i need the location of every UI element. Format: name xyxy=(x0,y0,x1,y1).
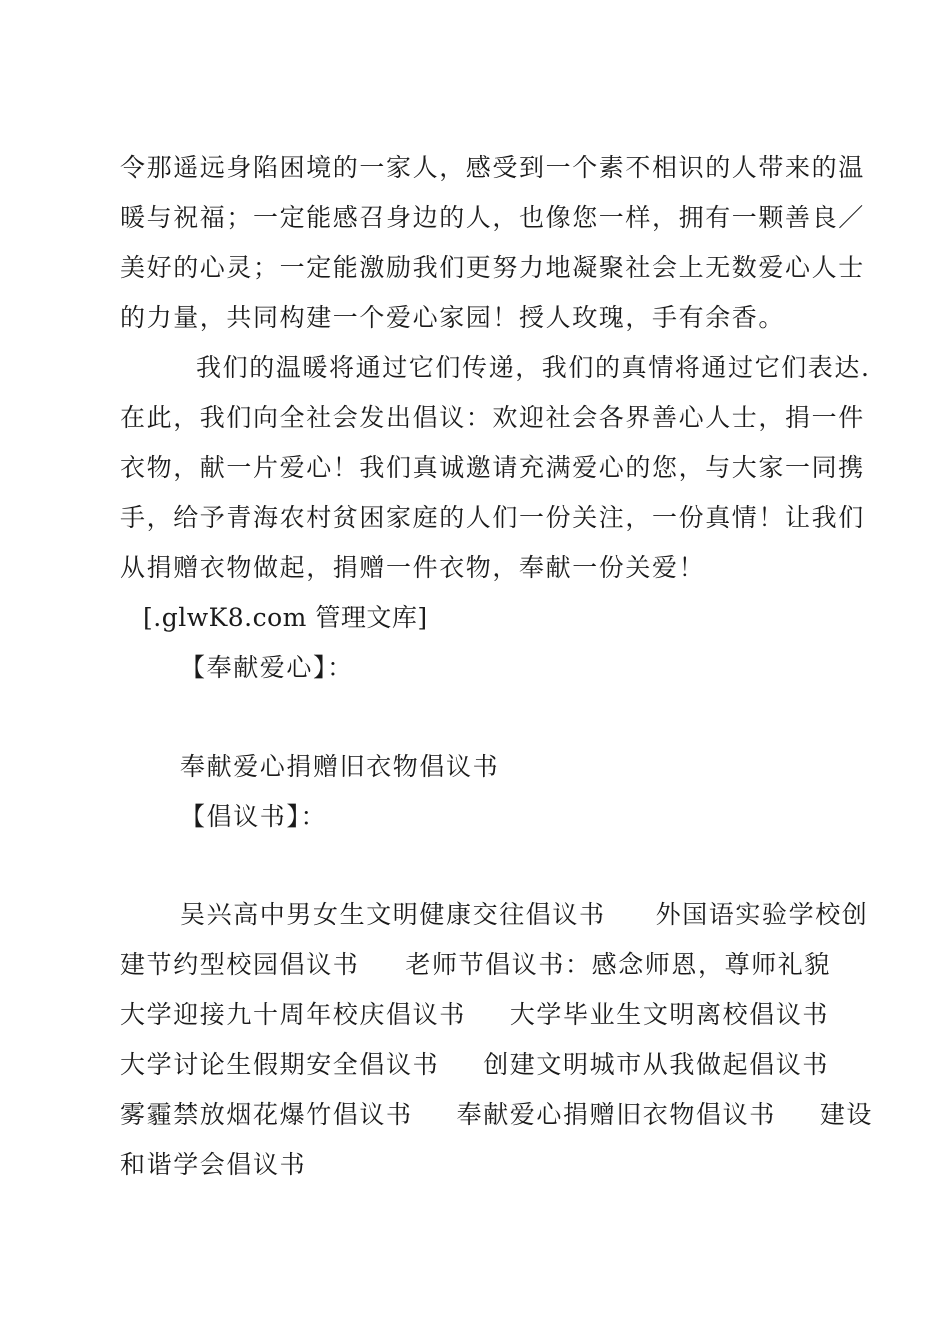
related-link[interactable]: 奉献爱心捐赠旧衣物倡议书 xyxy=(456,1100,776,1129)
paragraph-line: 衣物，献一片爱心！我们真诚邀请充满爱心的您，与大家一同携 xyxy=(120,453,865,482)
related-links-row xyxy=(180,890,868,940)
related-link[interactable]: 外国语实验学校创 xyxy=(655,900,869,929)
related-link[interactable]: 大学毕业生文明离校倡议书 xyxy=(509,1000,830,1029)
paragraph-line: 手，给予青海农村贫困家庭的人们一份关注，一份真情！让我们 xyxy=(120,503,865,532)
related-link[interactable]: 老师节倡议书：感念师恩，尊师礼貌 xyxy=(405,950,832,979)
paragraph-line: 令那遥远身陷困境的一家人，感受到一个素不相识的人带来的温 xyxy=(120,153,865,182)
source-note: [.glwK8.com 管理文库] xyxy=(143,603,428,632)
section-label: 【奉献爱心】： xyxy=(180,653,354,682)
related-link[interactable]: 吴兴高中男女生文明健康交往倡议书 xyxy=(180,900,606,929)
related-link[interactable]: 建设 xyxy=(819,1100,874,1129)
paragraph-line: 暖与祝福；一定能感召身边的人，也像您一样，拥有一颗善良／ xyxy=(120,203,865,232)
related-title-link[interactable]: 奉献爱心捐赠旧衣物倡议书 xyxy=(180,752,500,781)
paragraph-line: 的力量，共同构建一个爱心家园！授人玫瑰，手有余香。 xyxy=(120,303,786,332)
related-links-row xyxy=(120,940,831,990)
paragraph-line: 从捐赠衣物做起，捐赠一件衣物，奉献一份关爱！ xyxy=(120,553,706,582)
paragraph-line: 美好的心灵；一定能激励我们更努力地凝聚社会上无数爱心人士 xyxy=(120,253,865,282)
related-links-row xyxy=(120,990,829,1040)
related-links-row xyxy=(120,1090,873,1140)
related-links-row xyxy=(120,1040,829,1090)
related-link[interactable]: 和谐学会倡议书 xyxy=(120,1150,307,1179)
related-links-row xyxy=(120,1140,306,1190)
related-link[interactable]: 雾霾禁放烟花爆竹倡议书 xyxy=(120,1100,413,1129)
section-label: 【倡议书】： xyxy=(180,802,328,831)
related-link[interactable]: 创建文明城市从我做起倡议书 xyxy=(483,1050,830,1079)
related-link[interactable]: 大学讨论生假期安全倡议书 xyxy=(120,1050,440,1079)
related-link[interactable]: 建节约型校园倡议书 xyxy=(120,950,360,979)
paragraph-line: 在此，我们向全社会发出倡议：欢迎社会各界善心人士，捐一件 xyxy=(120,403,865,432)
paragraph-line: 我们的温暖将通过它们传递，我们的真情将通过它们表达. xyxy=(196,353,871,382)
related-link[interactable]: 大学迎接九十周年校庆倡议书 xyxy=(120,1000,466,1029)
